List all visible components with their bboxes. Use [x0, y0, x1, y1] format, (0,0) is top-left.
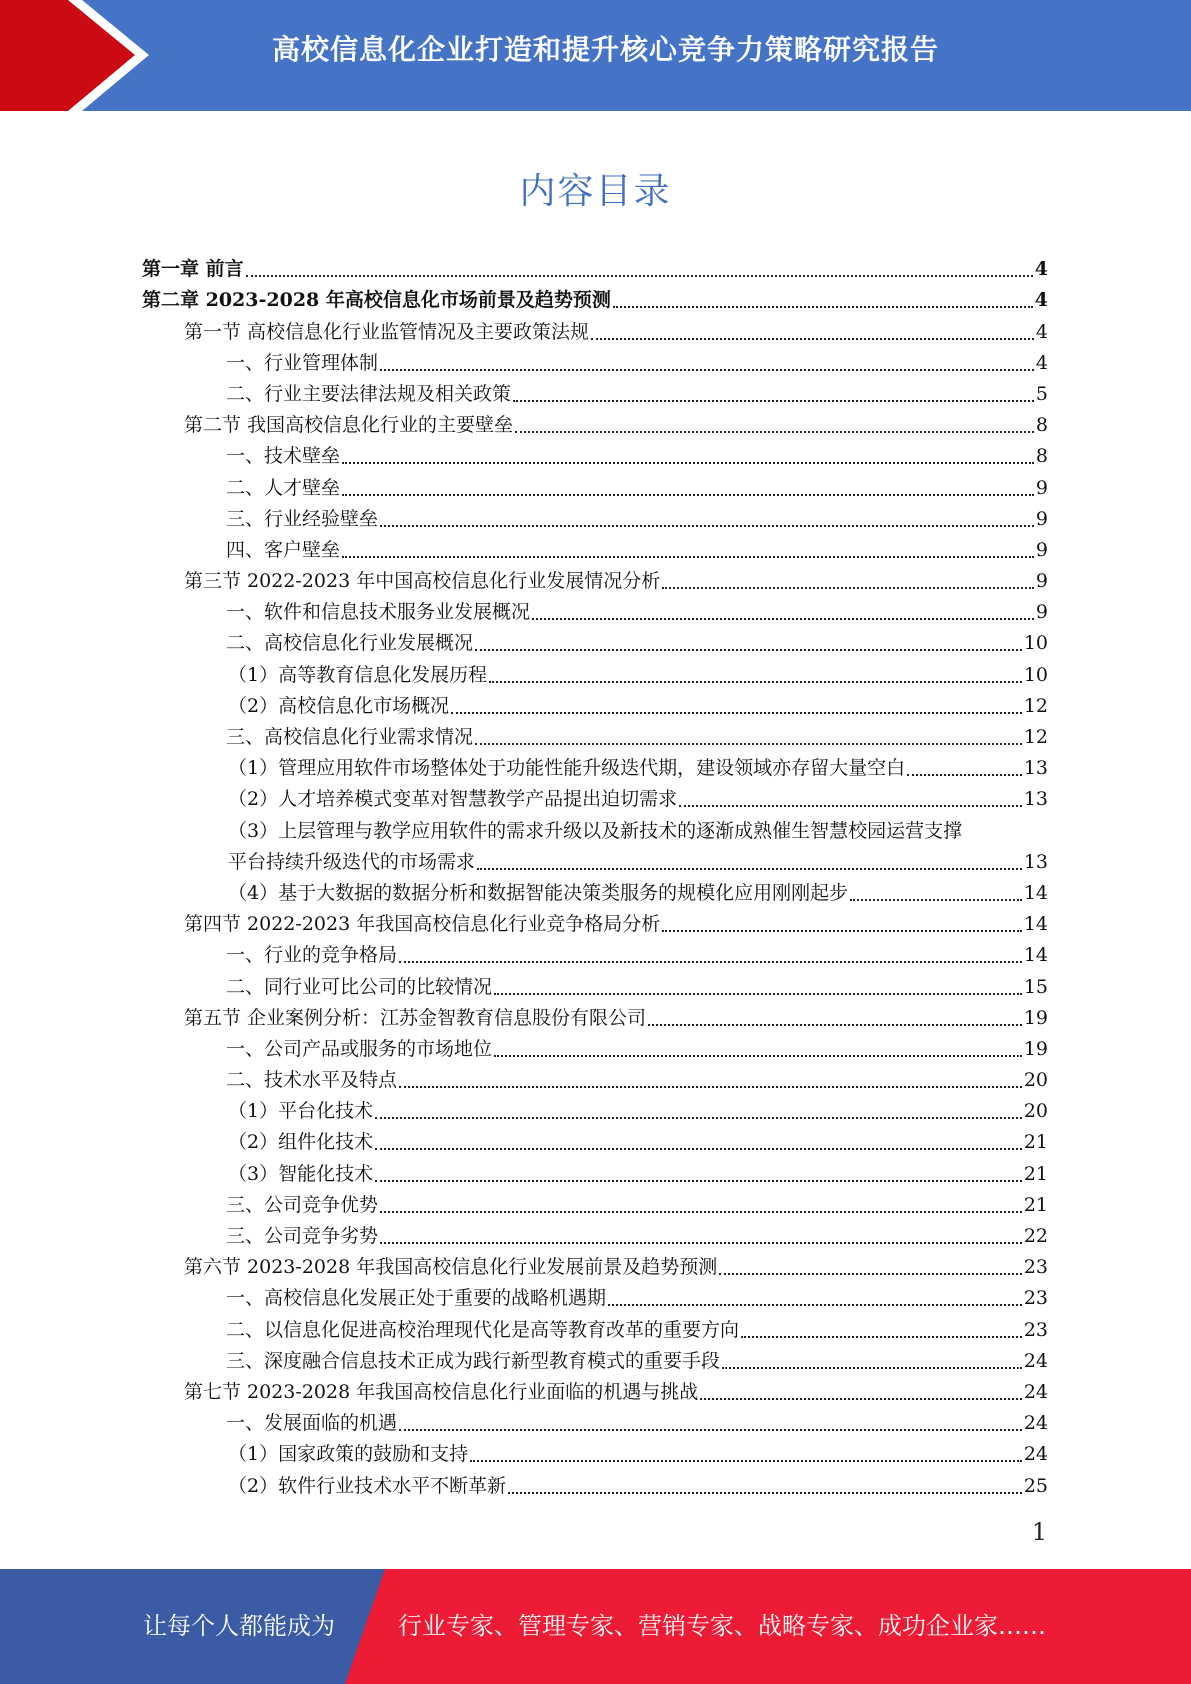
toc-entry[interactable]	[142, 316, 1048, 347]
toc-entry-title: 一、行业的竞争格局	[226, 944, 398, 967]
header-banner	[0, 0, 1191, 111]
toc-leader-dots	[342, 462, 1034, 464]
toc-leader-dots	[719, 1273, 1022, 1275]
toc-entry-page: 8	[1035, 414, 1048, 437]
toc-leader-dots	[470, 1460, 1022, 1462]
toc-entry-title: （2）人才培养模式变革对智慧教学产品提出迫切需求	[228, 788, 678, 811]
toc-leader-dots	[399, 1086, 1022, 1088]
toc-entry-page: 23	[1023, 1287, 1048, 1310]
toc-entry[interactable]	[142, 878, 1048, 909]
toc-entry-title: 三、深度融合信息技术正成为践行新型教育模式的重要手段	[226, 1349, 721, 1372]
footer-slogan-left: 让每个人都能成为	[143, 1612, 335, 1640]
toc-entry-page: 12	[1023, 726, 1048, 748]
toc-entry[interactable]	[142, 1190, 1048, 1221]
toc-entry-page: 24	[1023, 1443, 1048, 1466]
toc-leader-dots	[508, 1492, 1022, 1494]
toc-leader-dots	[648, 1024, 1022, 1026]
toc-entry[interactable]	[142, 566, 1048, 597]
toc-entry-title: （3）上层管理与教学应用软件的需求升级以及新技术的逐渐成熟催生智慧校园运营支撑	[228, 819, 963, 842]
toc-entry-title: 二、技术水平及特点	[226, 1069, 398, 1092]
toc-leader-dots	[741, 1336, 1022, 1338]
toc-leader-dots	[532, 618, 1034, 620]
toc-entry-page: 23	[1023, 1318, 1048, 1341]
toc-entry-page: 9	[1035, 570, 1048, 593]
toc-entry-title: 二、同行业可比公司的比较情况	[226, 975, 493, 998]
toc-leader-dots	[591, 338, 1034, 340]
toc-entry[interactable]	[142, 909, 1048, 940]
toc-entry-title: 三、公司竞争优势	[226, 1193, 379, 1216]
toc-leader-dots	[380, 1242, 1022, 1244]
toc-entry-page: 8	[1035, 445, 1048, 468]
toc-entry-page: 19	[1023, 1037, 1048, 1060]
toc-entry[interactable]	[142, 1283, 1048, 1314]
toc-entry[interactable]	[142, 1346, 1048, 1377]
toc-entry-title: 第二节 我国高校信息化行业的主要壁垒	[184, 414, 514, 437]
toc-entry[interactable]	[142, 348, 1048, 379]
toc-entry-page: 23	[1023, 1256, 1048, 1279]
toc-entry-title: 三、行业经验壁垒	[226, 507, 379, 530]
toc-leader-dots	[475, 743, 1022, 745]
toc-entry-title: 三、公司竞争劣势	[226, 1225, 379, 1247]
toc-entry[interactable]	[142, 815, 1048, 846]
toc-entry-page: 19	[1023, 1006, 1048, 1029]
toc-entry-title: 一、软件和信息技术服务业发展概况	[226, 601, 531, 624]
toc-leader-dots	[608, 1304, 1022, 1306]
toc-leader-dots	[375, 1117, 1022, 1119]
toc-entry-title: （2）组件化技术	[228, 1131, 374, 1154]
toc-entry-page: 4	[1035, 320, 1048, 343]
toc-entry-title: （1）管理应用软件市场整体处于功能性能升级迭代期，建设领域亦存留大量空白	[228, 757, 906, 780]
toc-entry[interactable]	[142, 441, 1048, 472]
toc-entry[interactable]	[142, 722, 1048, 753]
toc-leader-dots	[380, 369, 1034, 371]
toc-entry[interactable]	[142, 504, 1048, 535]
toc-leader-dots	[515, 431, 1034, 433]
toc-entry-page: 25	[1023, 1474, 1048, 1497]
toc-entry-title: 第一节 高校信息化行业监管情况及主要政策法规	[184, 320, 590, 343]
toc-entry-title: 平台持续升级迭代的市场需求	[228, 850, 476, 873]
toc-entry-page: 13	[1023, 850, 1048, 873]
toc-entry[interactable]	[142, 1221, 1048, 1252]
toc-entry-title: （2）软件行业技术水平不断革新	[228, 1474, 507, 1497]
toc-entry-page: 12	[1023, 694, 1048, 717]
toc-leader-dots	[475, 649, 1022, 651]
toc-entry[interactable]	[142, 691, 1048, 722]
toc-entry[interactable]	[142, 847, 1048, 878]
toc-entry-title: （1）国家政策的鼓励和支持	[228, 1443, 469, 1466]
toc-entry-page: 14	[1023, 881, 1048, 904]
toc-entry[interactable]	[142, 1003, 1048, 1034]
toc-leader-dots	[700, 1398, 1022, 1400]
toc-entry-page: 4	[1034, 258, 1048, 281]
toc-leader-dots	[451, 712, 1022, 714]
toc-leader-dots	[513, 400, 1034, 402]
toc-entry[interactable]	[142, 784, 1048, 815]
toc-leader-dots	[679, 805, 1022, 807]
toc-entry[interactable]	[142, 628, 1048, 659]
toc-entry[interactable]	[142, 410, 1048, 441]
toc-entry-title: （4）基于大数据的数据分析和数据智能决策类服务的规模化应用刚刚起步	[228, 881, 849, 904]
toc-entry-page: 24	[1023, 1380, 1048, 1403]
toc-entry[interactable]	[142, 535, 1048, 566]
toc-entry-title: 一、公司产品或服务的市场地位	[226, 1037, 493, 1060]
toc-entry[interactable]	[142, 1158, 1048, 1189]
toc-leader-dots	[494, 1055, 1022, 1057]
toc-entry-page: 9	[1035, 601, 1048, 624]
toc-leader-dots	[375, 1180, 1022, 1182]
toc-leader-dots	[342, 556, 1034, 558]
toc-entry-page: 14	[1023, 913, 1048, 936]
toc-entry-page: 21	[1023, 1193, 1048, 1216]
toc-entry-page: 24	[1023, 1412, 1048, 1435]
toc-leader-dots	[380, 525, 1034, 527]
toc-entry[interactable]	[142, 379, 1048, 410]
toc-leader-dots	[613, 306, 1033, 308]
toc-entry-title: 第五节 企业案例分析：江苏金智教育信息股份有限公司	[184, 1006, 647, 1029]
toc-entry[interactable]	[142, 1377, 1048, 1408]
toc-entry[interactable]	[142, 1096, 1048, 1127]
toc-entry-page: 13	[1023, 757, 1048, 780]
table-of-contents	[142, 254, 1048, 1502]
toc-entry-page: 24	[1023, 1349, 1048, 1372]
toc-entry-title: 第三节 2022-2023 年中国高校信息化行业发展情况分析	[184, 570, 661, 593]
footer-slogan-right: 行业专家、管理专家、营销专家、战略专家、成功企业家……	[398, 1612, 1046, 1640]
toc-leader-dots	[662, 587, 1034, 589]
toc-entry[interactable]	[142, 1065, 1048, 1096]
toc-entry-page: 9	[1035, 538, 1048, 561]
toc-entry-page: 21	[1023, 1131, 1048, 1154]
toc-entry[interactable]	[142, 1408, 1048, 1439]
toc-entry[interactable]	[142, 940, 1048, 971]
toc-entry-title: （3）智能化技术	[228, 1162, 374, 1185]
toc-entry-page: 4	[1035, 351, 1048, 374]
toc-entry-page: 14	[1023, 944, 1048, 967]
toc-entry-page: 20	[1023, 1100, 1048, 1123]
toc-entry-title: 第七节 2023-2028 年我国高校信息化行业面临的机遇与挑战	[184, 1380, 699, 1403]
toc-entry-title: 第一章 前言	[142, 258, 244, 281]
toc-entry[interactable]	[142, 1314, 1048, 1345]
toc-leader-dots	[375, 1148, 1022, 1150]
toc-entry-page: 4	[1034, 289, 1048, 312]
toc-entry-page: 21	[1023, 1162, 1048, 1185]
toc-entry[interactable]	[142, 1252, 1048, 1283]
toc-entry[interactable]	[142, 285, 1048, 316]
toc-entry-title: 二、行业主要法律法规及相关政策	[226, 382, 512, 405]
toc-entry-title: 第二章 2023-2028 年高校信息化市场前景及趋势预测	[142, 289, 611, 312]
toc-entry-title: 一、发展面临的机遇	[226, 1412, 398, 1435]
toc-entry[interactable]	[142, 971, 1048, 1002]
toc-entry[interactable]	[142, 254, 1048, 285]
toc-entry-title: （1）平台化技术	[228, 1100, 374, 1123]
toc-entry-page: 9	[1035, 476, 1048, 499]
toc-entry-title: 一、技术壁垒	[226, 445, 341, 468]
toc-entry[interactable]	[142, 1034, 1048, 1065]
toc-leader-dots	[489, 681, 1022, 683]
page-number: 1	[1031, 1518, 1047, 1546]
toc-entry-page: 10	[1023, 663, 1048, 686]
toc-leader-dots	[246, 275, 1033, 277]
report-title: 高校信息化企业打造和提升核心竞争力策略研究报告	[271, 33, 939, 66]
toc-entry-title: 四、客户壁垒	[226, 538, 341, 561]
toc-entry-title: （1）高等教育信息化发展历程	[228, 663, 488, 686]
toc-entry-page: 9	[1035, 507, 1048, 530]
toc-leader-dots	[494, 993, 1022, 995]
toc-heading: 内容目录	[519, 171, 672, 212]
toc-entry-page: 22	[1023, 1225, 1048, 1247]
toc-entry-page: 20	[1023, 1069, 1048, 1092]
toc-entry-page: 10	[1023, 632, 1048, 655]
toc-leader-dots	[399, 961, 1022, 963]
toc-entry-title: （2）高校信息化市场概况	[228, 694, 450, 717]
toc-entry-title: 二、人才壁垒	[226, 476, 341, 499]
footer-banner	[0, 1569, 1191, 1684]
toc-leader-dots	[722, 1367, 1022, 1369]
toc-leader-dots	[850, 899, 1022, 901]
toc-entry-page: 5	[1035, 382, 1048, 405]
toc-leader-dots	[907, 774, 1022, 776]
toc-entry-page: 15	[1023, 975, 1048, 998]
toc-entry-title: 第四节 2022-2023 年我国高校信息化行业竞争格局分析	[184, 913, 661, 936]
toc-entry[interactable]	[142, 1470, 1048, 1501]
toc-entry-title: 第六节 2023-2028 年我国高校信息化行业发展前景及趋势预测	[184, 1256, 718, 1279]
toc-leader-dots	[662, 930, 1022, 932]
toc-leader-dots	[399, 1429, 1022, 1431]
toc-entry-title: 三、高校信息化行业需求情况	[226, 726, 474, 748]
toc-entry-title: 二、高校信息化行业发展概况	[226, 632, 474, 655]
toc-entry[interactable]	[142, 1127, 1048, 1158]
toc-entry[interactable]	[142, 753, 1048, 784]
toc-entry[interactable]	[142, 597, 1048, 628]
toc-entry[interactable]	[142, 1439, 1048, 1470]
toc-leader-dots	[477, 868, 1022, 870]
toc-entry[interactable]	[142, 659, 1048, 690]
toc-entry[interactable]	[142, 472, 1048, 503]
toc-leader-dots	[380, 1211, 1022, 1213]
toc-entry-title: 一、行业管理体制	[226, 351, 379, 374]
toc-entry-title: 二、以信息化促进高校治理现代化是高等教育改革的重要方向	[226, 1318, 740, 1341]
toc-entry-page: 13	[1023, 788, 1048, 811]
toc-entry-title: 一、高校信息化发展正处于重要的战略机遇期	[226, 1287, 607, 1310]
toc-leader-dots	[342, 494, 1034, 496]
